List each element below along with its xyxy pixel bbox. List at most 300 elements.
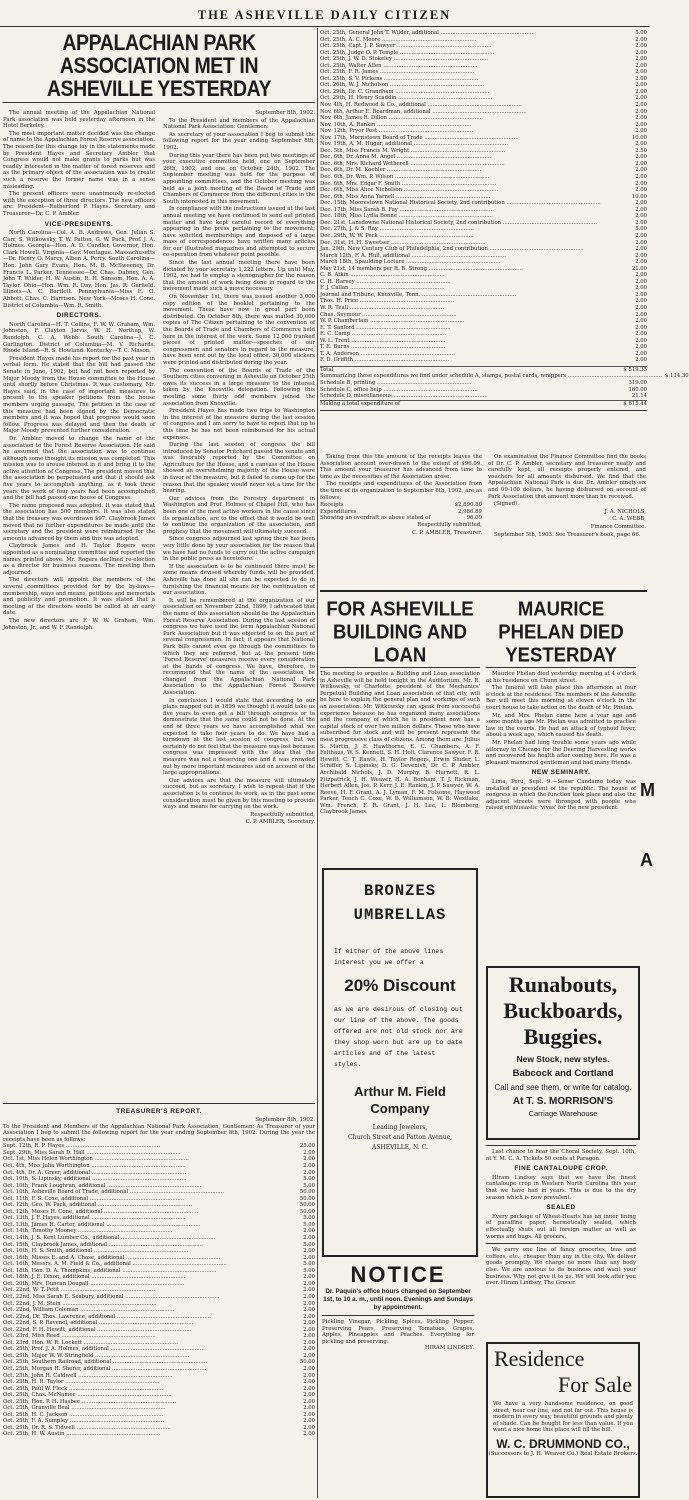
small-items bbox=[486, 1142, 636, 1288]
receipts-ledger-description: Nov. 4th, H. Redwood & Co., additional ........................................................ bbox=[320, 102, 522, 109]
receipts-ledger-amount: 2.00 bbox=[635, 49, 647, 56]
masthead bbox=[0, 4, 649, 27]
building-loan-article bbox=[320, 596, 480, 816]
treasurer-summary bbox=[320, 454, 482, 537]
secretary-report bbox=[163, 110, 315, 827]
treasurer-ledger-amount: 2.00 bbox=[303, 1320, 315, 1327]
treasurer-heading: TREASURER'S REPORT. bbox=[116, 1108, 202, 1115]
treasurer-ledger-amount: 25.00 bbox=[299, 1143, 315, 1150]
receipts-ledger-description: Dec. 6th, Dr. Anna M. Angel ........................................................ bbox=[320, 154, 492, 161]
receipts-ledger-amount: 2.00 bbox=[635, 154, 647, 161]
treasurer-ledger-description: Oct. 22nd, S. P. Ravenel, additional ........................................................ bbox=[3, 1320, 194, 1327]
treasurer-ledger-description: Oct. 12th, Geo. W. Pack, additional ........................................................ bbox=[3, 1202, 193, 1209]
treasurer-ledger-description: Oct. 25th, Southern Railroad, additional ........................................................ bbox=[3, 1359, 208, 1366]
phelan-article bbox=[486, 596, 636, 813]
receipts-ledger-description: Dec. 6th, Miss Anna Yarnell ........................................................ bbox=[320, 193, 491, 200]
receipts-ledger-amount: 2.00 bbox=[635, 331, 647, 338]
treasurer-ledger-description: Oct. 10th, Frank Loughran, additional ........................................................ bbox=[3, 1182, 202, 1189]
committee-signature-3: Finance Committee. bbox=[590, 523, 646, 530]
receipts-ledger-amount: 10.00 bbox=[631, 134, 647, 141]
receipts-ledger-amount: 2.00 bbox=[635, 259, 647, 266]
vice-presidents-heading: VICE-PRESIDENTS. bbox=[44, 220, 114, 228]
receipts-ledger-description: Oct. 29th, Dr. C. Grandham ........................................................ bbox=[320, 88, 490, 95]
notice-ad bbox=[322, 1262, 474, 1352]
expenditure-total-label: Making a total expenditure of bbox=[320, 400, 400, 407]
ad-line: Call and see them, or write for catalog. bbox=[494, 1083, 632, 1092]
receipts-ledger-description: Dec. 21st, Lansdowne National Historical Society, 2nd contribution ........................................................ bbox=[320, 219, 598, 226]
receipts-ledger-amount: 2.00 bbox=[635, 56, 647, 63]
receipts-ledger-amount: 2.00 bbox=[635, 187, 647, 194]
treasurer-ledger-amount: 2.00 bbox=[303, 1300, 315, 1307]
receipts-ledger-amount: 2.00 bbox=[635, 62, 647, 69]
treasurer-ledger-amount: 2.00 bbox=[303, 1313, 315, 1320]
treasurer-ledger-amount: 2.00 bbox=[303, 1431, 315, 1438]
ad-city: ASHEVILLE, N. C. bbox=[372, 1144, 428, 1151]
main-article-col1 bbox=[3, 110, 155, 632]
receipts-ledger-amount: 2.00 bbox=[635, 219, 647, 226]
treasurer-ledger-amount: 2.00 bbox=[303, 1424, 315, 1431]
treasurer-ledger-amount: 2.00 bbox=[303, 1398, 315, 1405]
residence-body: We have a very handsome residence, on good street, near car line, and not far out. This house is modern in every way, beautiful grounds and plenty of shade. Can be bought for less than value. If you want a nice home this place will fill the bill. bbox=[493, 1401, 633, 1434]
ad-company: Arthur M. Field bbox=[354, 1084, 446, 1099]
treasurer-ledger-description: Oct. 25th, Paul W. Fleck ........................................................ bbox=[3, 1385, 164, 1392]
receipts-ledger-description: Oct. 25th, A. C. Moore ........................................................ bbox=[320, 36, 477, 43]
receipts-ledger-amount: 2.00 bbox=[635, 88, 647, 95]
treasurer-ledger-amount: 2.00 bbox=[303, 1385, 315, 1392]
treasurer-ledger-amount: 2.00 bbox=[303, 1235, 315, 1242]
phelan-paragraph: The funeral will take place this afternoon at four o'clock at the residence. The members of the Asheville Bar will meet this morning at eleven o'clock in the court house to take action on the death of Mr. Phelan. bbox=[486, 685, 636, 711]
receipts-ledger-amount: 2.00 bbox=[635, 246, 647, 253]
treasurer-ledger-amount: 2.00 bbox=[303, 1307, 315, 1314]
left-section bbox=[3, 30, 315, 1498]
receipts-ledger-description: Dec. 27th, J. & S. Ray ........................................................ bbox=[320, 226, 474, 233]
receipts-ledger-description: Chas. Seymour ........................................................ bbox=[320, 311, 457, 318]
seminary-heading: NEW SEMINARY. bbox=[531, 769, 591, 777]
treasurer-ledger-description: Oct. 25th, H. W. Austin ........................................................ bbox=[3, 1431, 161, 1438]
receipts-ledger-description: Nov. 6th, James R. Dillon ........................................................ bbox=[320, 115, 483, 122]
receipts-ledger bbox=[320, 30, 647, 364]
divider bbox=[486, 667, 636, 668]
receipts-ledger-description: Oct. 25th, General John T. Wilder, additional ........................................................ bbox=[320, 30, 535, 36]
ad-address: Church Street and Patton Avenue, bbox=[347, 1134, 453, 1141]
treasurer-ledger-description: Sept. 12th, R. P. Hayes ........................................................ bbox=[3, 1143, 161, 1150]
runabouts-ad bbox=[486, 966, 640, 1140]
receipts-ledger-description: Dec. 31st, H. H. Sweetser ........................................................ bbox=[320, 239, 486, 246]
treasurer-ledger-amount: 2.00 bbox=[303, 1418, 315, 1425]
report-paragraph: Our advices are that the measure will ultimately succeed, but as secretary, I wish to repeat that if the association is to continue its work, as in the past some consideration must be given by this meeting to provide ways and means for carrying on the work. bbox=[163, 777, 315, 811]
directors-heading: DIRECTORS. bbox=[56, 312, 102, 320]
treasurer-ledger-amount: 2.00 bbox=[303, 1346, 315, 1353]
report-paragraph: President Hayes has made two trips to Washington in the interest of the measure during the last session of congress and I am sorry to have to report that up to this time he has not been reimbursed for his actual expenses. bbox=[163, 408, 315, 441]
treasurer-ledger-amount: 2.00 bbox=[303, 1379, 315, 1386]
receipts-ledger-description: March 18th, Spaulding Lecture ........................................................ bbox=[320, 259, 501, 266]
report-paragraph: Since the last annual meeting there have been dictated by your secretary 1,222 letters. Up until May, 1902, we had to employ a stenographer for the reason that the amount of work being done in regard to the movement made such a move necessary. bbox=[163, 260, 315, 293]
cantaloupe-paragraph: Hiram Lindsey says that we have the finest cantaloupe crop in Western North Carolina this year that we have had in years. This is due to the dry season which is now prevalent. bbox=[486, 1174, 636, 1201]
receipts-label: Receipts bbox=[320, 502, 344, 509]
report-paragraph: Our advices from the Forestry department in Washington and Prof. Holmes of Chapel Hill, who has been one of the most active workers in the cause since its organization, are to the effect that it would be well to continue the organization of the association, and prophesy that the movement will ultimately succeed. bbox=[163, 495, 315, 535]
receipts-ledger-description: Dec. 6th, Mrs. Richard Wetherell ........................................................ bbox=[320, 160, 505, 167]
receipts-ledger-description: W. R. Teall ........................................................ bbox=[320, 304, 445, 311]
ad-line: UMBRELLAS bbox=[353, 906, 447, 924]
treasurer-ledger-description: Sept. 29th, Miss Sarah D. Hall ........................................................ bbox=[3, 1149, 181, 1156]
receipts-ledger-amount: 2.00 bbox=[635, 206, 647, 213]
expenditures-row bbox=[320, 509, 482, 516]
phelan-body bbox=[486, 671, 636, 812]
overdraft-amount: 96.09 bbox=[466, 515, 482, 522]
cantaloupe-heading: FINE CANTALOUPE CROP. bbox=[514, 1165, 608, 1173]
treasurer-ledger-amount: 2.00 bbox=[303, 1156, 315, 1163]
receipts-ledger-description: Nov. 17th, Morristown Board of Trade ........................................................ bbox=[320, 134, 519, 141]
treasurer-ledger-amount: 2.00 bbox=[303, 1411, 315, 1418]
report-signature: C. P. AMBLER, Secretary. bbox=[245, 819, 315, 826]
treasurer-ledger-description: Oct. 14th, J. S. Kent Lumber Co., additional ........................................................ bbox=[3, 1235, 216, 1242]
treasurer-ledger-description: Oct. 14th, Timothy Mooney ........................................................ bbox=[3, 1228, 173, 1235]
receipts-total-value: $ 519.35 bbox=[623, 366, 647, 373]
receipts-ledger-description: May 21st, 14 members per R. B. Strong ........................................................ bbox=[320, 265, 523, 272]
right-section bbox=[320, 30, 689, 1498]
treasurer-ledger-amount: 5.00 bbox=[303, 1267, 315, 1274]
receipts-ledger-amount: 2.00 bbox=[635, 121, 647, 128]
receipts-ledger-description: Dec. 6th, Dr. M. Koehler ........................................................ bbox=[320, 167, 482, 174]
summary-closing: Respectfully submitted, bbox=[417, 521, 482, 528]
phelan-paragraph: Mr. and Mrs. Phelan came here a year ago and some months ago Mr. Phelan was admitted to practice law in the courts. He had an attack of typhoid fever, about a week ago, which caused his death. bbox=[486, 712, 636, 739]
residence-subtitle: (Successors to J. H. Weaver Co.) Real Estate Brokers. bbox=[488, 1450, 638, 1457]
receipts-ledger-description: Nov. 10th, A. Rankin ........................................................ bbox=[320, 121, 472, 128]
receipts-amount: $2,890.80 bbox=[454, 502, 482, 509]
receipts-ledger-description: Nov. 19th, A. M. Hugar, additional ........................................................ bbox=[320, 141, 508, 148]
pickling-body: Pickling Vinegar, Pickling Spices, Pickling Pepper, Preserving Pears, Preserving Tomatoes, Grapes, Apples, Pineapples and Peaches. Everything for pickling and preserving. bbox=[322, 1319, 474, 1345]
treasurer-ledger-description: Oct. 22nd, Dr. Thos. Lawrence, additional ........................................................ bbox=[3, 1313, 212, 1320]
report-paragraph: The convention of the Boards of Trade of the Southern cities convening in Asheville on October 25th owes its success in a large measure to the interest taken by the Knoxville delegation. Following this meeting some thirty odd members joined the association from Knoxville. bbox=[163, 367, 315, 407]
treasurer-ledger-amount: 2.00 bbox=[303, 1372, 315, 1379]
treasurer-ledger-amount: 2.00 bbox=[303, 1365, 315, 1372]
treasurer-ledger-amount: 2.00 bbox=[303, 1333, 315, 1340]
treasurer-ledger-description: Oct. 25th, Chas. McNamee ........................................................ bbox=[3, 1392, 172, 1399]
divider bbox=[320, 410, 647, 411]
treasurer-ledger-description: Oct. 25th, F. A. Sumpley ........................................................ bbox=[3, 1418, 165, 1425]
article-paragraph: The new directors are F. W. W. Graham, Wm. Johnston, Jr., and W. F. Randolph. bbox=[3, 617, 155, 631]
receipts-ledger-amount: 2.00 bbox=[635, 160, 647, 167]
receipts-ledger-description: Oct. 25th, Judge O. P. Temple ........................................................ bbox=[320, 49, 495, 56]
report-paragraph: Since congress adjourned last spring there has been very little done by your association for the reason that we have had no funds to carry out the active campaign in the public press as heretofore. bbox=[163, 536, 315, 563]
ad-subtitle: Leading Jewelers, bbox=[372, 1124, 428, 1131]
receipts-ledger-amount: 2.00 bbox=[635, 75, 647, 82]
receipts-ledger-amount: 2.00 bbox=[635, 239, 647, 246]
treasurer-ledger-description: Oct. 10th, Asheville Board of Trade, additional ........................................................ bbox=[3, 1189, 225, 1196]
masthead-title: THE ASHEVILLE DAILY CITIZEN bbox=[197, 8, 452, 22]
choral-notice: Last chance to hear the Choral Society, Sept. 10th, at Y. M. C. A. Tickets 50 cents at Paragon. bbox=[486, 1149, 636, 1162]
treasurer-ledger-amount: 2.00 bbox=[303, 1169, 315, 1176]
ad-line: Residence bbox=[494, 1346, 585, 1371]
receipts-ledger-description: Oct. 25th, J. W. D. Stokeley ........................................................ bbox=[320, 56, 488, 63]
ad-discount: 20% Discount bbox=[344, 976, 456, 995]
ad-company: Company bbox=[370, 1101, 430, 1116]
receipts-ledger-description: Dec. 6th, Miss Alice Nicholson ........................................................ bbox=[320, 187, 499, 194]
treasurer-ledger-amount: 5.00 bbox=[303, 1176, 315, 1183]
receipts-ledger-amount: 2.00 bbox=[635, 200, 647, 207]
receipts-ledger-description: F. D. Griffith ........................................................ bbox=[320, 357, 450, 364]
receipts-ledger-amount: 2.00 bbox=[635, 167, 647, 174]
receipts-ledger-description: Nov. 12th, Pryor Post ........................................................ bbox=[320, 128, 474, 135]
article-paragraph: The most important matter decided was the change of name to the Appalachian Forest Reserve association. The reason for this change lay in the statements made by President Hayes and Secretary Ambler that Congress would not make grants to parks but was readily interested in the matter of forest reserves and as the primary object of the association was to create such a reserve the former name was in a sense misleading. bbox=[3, 130, 155, 190]
expenditure-description: Summarizing these expenditures we find under schedule A, stamps, postal cards, wrappers ........................................................ bbox=[320, 373, 663, 380]
treasurer-ledger-description: Oct. 25th, Hon. P. H. Hasbee ........................................................ bbox=[3, 1398, 177, 1405]
article-paragraph: The annual meeting of the Appalachian National Park association was held yesterday afternoon in the Hotel Berkeley. bbox=[3, 110, 155, 130]
receipts-ledger-amount: 2.00 bbox=[635, 102, 647, 109]
edge-fragment: M bbox=[640, 780, 655, 800]
report-paragraph: During the last session of congress the bill introduced by Senator Pritchard passed the senate and was favorably reported by the Committee on Agriculture for the House, and a canvass of the House showed an overwhelming majority of the House were in favor of the measure, but it failed to come up for the reason that the speaker would never set a time for the hearing. bbox=[163, 442, 315, 495]
treasurer-ledger bbox=[3, 1143, 315, 1438]
phelan-paragraph: Mr. Phelan had lung trouble some years ago while attorney in Chicago for the Deering Harvesting works and recovered his health after coming here. He was a pleasant mannered gentleman and had many friends. bbox=[486, 739, 636, 766]
pickling-signature: HIRAM LINDSEY. bbox=[425, 1345, 474, 1352]
notice-body: Dr. Paquin's office hours changed on September 1st, to 10 a. m., until noon. Evenings and Sundays by appointment. bbox=[323, 1288, 473, 1311]
treasurer-ledger-amount: 5.00 bbox=[303, 1215, 315, 1222]
expenditure-schedule bbox=[320, 373, 689, 400]
divider bbox=[322, 1315, 474, 1316]
report-paragraph: In compliance with the instructions issued at the last annual meeting we have continued to send out printed matter and have kept careful record of everything appearing in the press pertaining to the movement; have solicited memberships and disposed of a large mass of correspondence; have written many articles for our illustrated magazines and attempted to secure co-operation from whatever point possible. bbox=[163, 206, 315, 259]
overdraft-row bbox=[320, 515, 482, 522]
receipts-row bbox=[320, 502, 482, 509]
report-salutation: To the President and members of the Appalachian National Park Association: Gentlemen: bbox=[163, 117, 315, 131]
ad-line: New Stock, new styles. bbox=[516, 1054, 610, 1064]
treasurer-ledger-amount: 2.00 bbox=[303, 1392, 315, 1399]
report-paragraph: On November 1st, there was issued another 3,000 copy edition of the booklet pertaining to the movement. These have now in great part been distributed. On October 8th, there was mailed 30,000 copies of The Citizen pertaining to the convention of the Boards of Trade and Chambers of Commerce held here in the interest of the work. Some 12,000 franked pieces of printed matter—speeches of our congressmen and senators in regard to the measure, have been sent out by the local office. 30,000 stickers were printed and distributed during the year. bbox=[163, 294, 315, 366]
treasurer-ledger-amount: 50.00 bbox=[299, 1189, 315, 1196]
receipts-ledger-amount: 2.00 bbox=[635, 128, 647, 135]
report-closing: Respectfully submitted, bbox=[250, 811, 315, 818]
expenditure-amount: 319.00 bbox=[628, 379, 647, 386]
receipts-total-label: Total bbox=[320, 366, 334, 373]
expenditure-total-value: $ 615.44 bbox=[623, 400, 647, 407]
ad-body: as we are desirous of closing out our line of the above. The goods offered are not old stock nor are they shop worn but are up to date articles and of the latest styles. bbox=[334, 1006, 463, 1068]
receipts-ledger-description: Dec. 6th, Dr. Wm. P. Wilson ........................................................ bbox=[320, 174, 490, 181]
divider bbox=[486, 1243, 636, 1244]
receipts-ledger-amount: 2.00 bbox=[635, 337, 647, 344]
receipts-ledger-description: Dec. 6th, Mrs. Edgar F. Smith ........................................................ bbox=[320, 180, 497, 187]
receipts-ledger-amount: 2.00 bbox=[635, 252, 647, 259]
treasurer-ledger-amount: 2.00 bbox=[303, 1326, 315, 1333]
treasurer-ledger-description: Oct. 1st, Miss Helen Worthington ........................................................ bbox=[3, 1156, 189, 1163]
treasurer-ledger-description: Oct. 13th, J. F. Hayes, additional ........................................................ bbox=[3, 1215, 186, 1222]
divider bbox=[320, 590, 647, 592]
receipts-ledger-amount: 2.50 bbox=[635, 147, 647, 154]
treasurer-ledger-amount: 2.00 bbox=[303, 1405, 315, 1412]
treasurer-ledger-description: Oct. 15th, Claybrook James, additional ........................................................ bbox=[3, 1241, 203, 1248]
treasurer-ledger-amount: 5.00 bbox=[303, 1182, 315, 1189]
receipts-ledger-description: Oct. 25th, F. R. James ........................................................ bbox=[320, 69, 475, 76]
treasurer-ledger-description: Oct. 10th, S. Lipinsky, additional ........................................................ bbox=[3, 1176, 187, 1183]
receipts-ledger-amount: 2.00 bbox=[635, 69, 647, 76]
receipts-ledger-description: March 12th, F. A. Hull, additional ........................................................ bbox=[320, 252, 506, 259]
expenditure-description: Schedule C, office help ........................................................ bbox=[320, 386, 478, 393]
directors-list: North Carolina—H. T. Collins, F. W. W. Graham, Wm. Johnston, F. Clayton Jarvis, W. H. Northup, W. Randolph, C. A. Webb. South Carolina—J. C. Garlington. District of Columbia—M. V. Richards. Rhode Island—R. S. Howland. Kentucky—T. C. Mason. bbox=[3, 321, 155, 355]
receipts-ledger-amount: 2.00 bbox=[635, 174, 647, 181]
receipts-ledger-amount: 2.00 bbox=[635, 291, 647, 298]
treasurer-ledger-description: Oct. 18th, J. E. Dixon, additional ........................................................ bbox=[3, 1274, 186, 1281]
treasurer-ledger-amount: 2.00 bbox=[303, 1163, 315, 1170]
ad-body: If either of the above lines interest you we offer a bbox=[334, 948, 444, 966]
treasurer-ledger-description: Oct. 11th, F. S. Coxe, additional ........................................................ bbox=[3, 1195, 185, 1202]
treasurer-ledger-amount: 50.00 bbox=[299, 1359, 315, 1366]
committee-signature-1: J. A. NICHOLS, bbox=[604, 508, 646, 515]
article-paragraph: The directors will appoint the members of the several committees provided for by the by-laws—membership, ways and means, petitions and memorials and publicity and promotion. It was stated that a meeting of the directors would be called at an early date. bbox=[3, 577, 155, 617]
article-paragraph: Claybrook James and H. Taylor Rogers were appointed as a nominating committee and reported the names printed above. Mr. Rogers declined re-election as a director for business reasons. The meeting then adjourned. bbox=[3, 543, 155, 576]
report-paragraph: During this year there has been put two meetings of your executive committee held, one on September 26th, 1902, and one on October 24th, 1902. The September meeting was held for the purpose of appointing committees, and the October meeting was held as a joint meeting of the Board of Trade and Chambers of Commerce from the different cities in the South interested in this movement. bbox=[163, 152, 315, 205]
expenditure-description: Schedule B, printing ........................................................ bbox=[320, 379, 472, 386]
treasurer-ledger-amount: 50.00 bbox=[299, 1208, 315, 1215]
receipts-ledger-description: Oct. 25th, Capt. J. P. Sawyer ........................................................ bbox=[320, 43, 492, 50]
receipts-ledger-description: W. L. Trent ........................................................ bbox=[320, 337, 446, 344]
receipts-total bbox=[320, 366, 647, 374]
edge-fragment: A bbox=[640, 850, 653, 870]
treasurer-ledger-amount: 2.00 bbox=[303, 1149, 315, 1156]
receipts-ledger-description: Nov. 6th, Arthur E. Boardman, additional ........................................................ bbox=[320, 108, 527, 115]
treasurer-ledger-description: Oct. 22nd, William Coleman ........................................................ bbox=[3, 1307, 175, 1314]
treasurer-ledger-amount: 2.00 bbox=[303, 1274, 315, 1281]
receipts-ledger-amount: 2.00 bbox=[635, 318, 647, 325]
receipts-ledger-amount: 2.00 bbox=[635, 278, 647, 285]
treasurer-ledger-amount: 50.00 bbox=[299, 1202, 315, 1209]
ad-line: At T. S. MORRISON'S bbox=[512, 1096, 614, 1107]
treasurer-report bbox=[3, 1100, 315, 1438]
divider bbox=[3, 102, 315, 103]
residence-ad bbox=[486, 1342, 640, 1498]
treasurer-ledger-description: Oct. 25th, Morgan H. Sherer, additional ........................................................ bbox=[3, 1365, 207, 1372]
treasurer-intro: To the President and Members of the Appalachian National Park Association, Gentlemen: As Treasurer of your Association I beg to submit the following report for the year ending September 8th, 1902. During the year the receipts have been as follows: bbox=[3, 1123, 315, 1143]
expenditure-amount: $ 114.30 bbox=[665, 373, 689, 380]
grocer-paragraph: We carry one line of fancy groceries, teas and coffees, etc., cheaper than any in the city. We deliver goods promptly. We charge no more than any body else. We are anxious to do business and want your business. Why not give it to us. We will look after you ever. Hiram Lindsey, The Grocer. bbox=[486, 1247, 636, 1287]
receipts-ledger-amount: 2.00 bbox=[635, 344, 647, 351]
notice-heading: NOTICE bbox=[350, 1262, 446, 1287]
ad-line: Buggies. bbox=[523, 1024, 603, 1049]
summary-paragraph: The receipts and expenditures of the Association from the time of its organization to September 8th, 1902, are as follows: bbox=[320, 481, 482, 501]
receipts-ledger-description: F. J. Callan ........................................................ bbox=[320, 285, 445, 292]
treasurer-ledger-description: Oct. 4th, Miss Julia Worthington ........................................................ bbox=[3, 1163, 186, 1170]
report-dateline: September 8th, 1902. bbox=[255, 110, 315, 116]
treasurer-dateline: September 8th, 1902. bbox=[255, 1117, 315, 1123]
receipts-ledger-description: Jan. 29th, New Century Club of Philadelphia, 2nd contribution ........................................................ bbox=[320, 246, 584, 253]
committee-signature-2: C. A. WEBB, bbox=[612, 516, 646, 523]
receipts-ledger-amount: 21.00 bbox=[631, 265, 647, 272]
receipts-ledger-amount: 2.00 bbox=[635, 357, 647, 364]
receipts-ledger-amount: 5.00 bbox=[635, 30, 647, 36]
receipts-ledger-amount: 2.00 bbox=[635, 115, 647, 122]
report-paragraph: It will be remembered at the organization of our association on November 22nd, 1899, I advocated that the name of this association should be the Appalachian Forest Reserve Association. During the last session of congress we have used the term Appalachian National Park Association but it was objected to on the part of several congressmen. In fact, it appears that National Park bills cannot even go through the committees to which they are referred, but at the present time 'Forest Reserve' measures receive every consideration at the hands of congress. We have, therefore, to recommend that the name of the association be changed from the Appalachian National Park Association to the Appalachian Forest Reserve Association. bbox=[163, 597, 315, 697]
divider bbox=[320, 667, 480, 668]
treasurer-ledger-amount: 5.00 bbox=[303, 1221, 315, 1228]
treasurer-ledger-amount: 2.00 bbox=[303, 1287, 315, 1294]
treasurer-ledger-description: Oct. 25th, Major W. W. Stringfield ........................................................ bbox=[3, 1352, 190, 1359]
expenditures-amount: 2,986.89 bbox=[457, 508, 482, 515]
summary-paragraph: Taking from this the amount of the receipts leaves the Association account over-drawn to the extent of $96.09. This amount your treasurer has advanced from time to time as the necessities of the Association arose. bbox=[320, 454, 482, 480]
receipts-ledger-description: T. A. Anderson ........................................................ bbox=[320, 350, 455, 357]
receipts-ledger-description: Dec. 17th, Miss Sarah B. Fay ........................................................ bbox=[320, 206, 494, 213]
receipts-ledger-description: Dec. 29th, W. W. Peck ........................................................ bbox=[320, 232, 474, 239]
treasurer-ledger-description: Oct. 25th, Granville Beal ........................................................ bbox=[3, 1405, 166, 1412]
committee-signed: (Signed) bbox=[494, 501, 518, 508]
article-paragraph: The present officers were unanimously re-elected with the exception of three directors. The new officers are: President—Rutherford P. Hayes. Secretary and Treasurer—Dr. C. P. Ambler. bbox=[3, 191, 155, 217]
treasurer-ledger-description: Oct. 25th, Prof. J. A. Holmes, additional ........................................................ bbox=[3, 1346, 205, 1353]
treasurer-ledger-description: Oct. 16th, H. S. Smith, additional ........................................................ bbox=[3, 1248, 189, 1255]
overdraft-label: Showing an overdraft as above stated of bbox=[320, 515, 431, 522]
receipts-ledger-amount: 2.00 bbox=[635, 213, 647, 220]
expenditure-description: Schedule D, miscellaneous ........................................................ bbox=[320, 393, 488, 400]
treasurer-ledger-row bbox=[3, 1431, 315, 1438]
treasurer-ledger-amount: 2.00 bbox=[303, 1339, 315, 1346]
ad-line: Buckboards, bbox=[503, 998, 623, 1023]
treasurer-ledger-amount: 2.00 bbox=[303, 1280, 315, 1287]
treasurer-ledger-description: Oct. 12th, Moses H. Cone, additional ........................................................ bbox=[3, 1208, 199, 1215]
receipts-ledger-description: C. H. Harvey ........................................................ bbox=[320, 278, 451, 285]
vice-presidents-list: North Carolina—Col. A. B. Andrews, Gen. Julian S. Carr, S. Witkowsky, T. W. Patton, G. W. Pack, Prof. J. A. Holmes. Georgia—Hon. A. D. Candler, Governor, Hon. Clark Howell. Virginia—Gov. Montague. Massachusetts—Dr. Henry O. Marcy, Albon A. Perry. South Carolina—Hon. John Gary Evans, Hon. M. B. McSweeney, Dr. Francis L. Parker. Tennessee—Dr. Chas. Dabney, Gen. John T. Wilder, H. W. Austin, R. H. Sansom, Hon. A. A. Taylor. Ohio—Hon. Wm. R. Day, Hon. Jas. R. Garfield. Illinois—A. C. Bartlett. Pennsylvania—Miss E. O. Abbott, Chas. C. Harrison. New York—Moses H. Cone. District of Columbia—Wm. R. Smith. bbox=[3, 230, 155, 309]
treasurer-ledger-description: Oct. 13th, James H. Carter, additional ........................................................ bbox=[3, 1221, 201, 1228]
receipts-ledger-amount: 2.00 bbox=[635, 36, 647, 43]
report-paragraph: If the association is to be continued there must be some means devised whereby funds will be provided. Asheville has done all she can be expected to do in furnishing the financial means for the continuation of our association. bbox=[163, 563, 315, 597]
phelan-headline: MAURICE PHELAN DIED YESTERDAY bbox=[498, 596, 624, 667]
treasurer-ledger-amount: 2.00 bbox=[303, 1228, 315, 1235]
treasurer-ledger-description: Oct. 4th, Dr. A. Greer, additional ........................................................ bbox=[3, 1169, 187, 1176]
building-loan-body: The meeting to organize a Building and Loan association in Asheville will be held tonight in the Auditorium. Mr. R. Witkowsky, of Charlotte, president of the Mechanics' Perpetual Building and Loan association of that city, will be here to explain the general plan and workings of such an association. Mr. Witkowsky can speak from successful experience because he has organized many associations and the company of which he is president now has a capital stock of over two million dollars. Those who have subscribed for stock and will be present represent the most progressive class of citizens. Among them are: Julius S. Martin, J. E. Hawthorne, E. C. Chambers, A. F. Felthaus, W. S. Kennett, S. H. Holt, Clarence Sawyer, F. R. Hewitt, C. T. Rawls, H. Taylor Rogers, Erwin Sluder, L. Schiffer, S. Lipinsky, D. G. Devenish, Dr. C. P. Ambler, Archibald Nichols, J. D. Murphy, B. Hurnett, R. L. Fitzpatrick, J. H. Weaver, H. A. Bonham, T. J. Rickman, Herbert Allen, Jos. P. Kerr, J. E. Rankin, J. P. Sawyer, W. A. Reeve, H. F. Grant, A. J. Lyman, F. M. Folsome, Haywood Parker, Tench C. Coxe, W. B. Williamson, W. B. Westlake, Wm. French, F. R. Grant, J. H. Lee, L. Blomberg, Claybrook James. bbox=[320, 671, 480, 816]
column-rule bbox=[317, 28, 318, 1498]
treasurer-ledger-amount: 5.00 bbox=[303, 1261, 315, 1268]
receipts-ledger-amount: 2.00 bbox=[635, 285, 647, 292]
receipts-ledger-amount: 2.00 bbox=[635, 272, 647, 279]
receipts-ledger-description: Dec. 15th, Moorestown National Historical Society, 2nd contribution ........................................................ bbox=[320, 200, 601, 207]
divider bbox=[3, 1103, 315, 1104]
treasurer-ledger-amount: 2.00 bbox=[303, 1293, 315, 1300]
treasurer-ledger-amount: 5.00 bbox=[303, 1241, 315, 1248]
article-paragraph: Dr. Ambler moved to change the name of the association to the Forest Reserve Association. He said he assumed that the association was to continue although some thought its mission was completed. This mission was to arouse interest in it and bring it to the active attention of Congress. The president moved that the association be perpetuated and that it should ask five years to accomplish anything, as it took three years the work of four years had been accomplished and the bill had passed one house of Congress. bbox=[3, 435, 155, 502]
receipts-ledger-amount: 2.00 bbox=[635, 311, 647, 318]
ad-line: Runabouts, bbox=[508, 972, 618, 997]
expenditure-amount: 160.00 bbox=[628, 386, 647, 393]
ad-line: Babcock and Cortland bbox=[512, 1068, 614, 1079]
article-paragraph: President Hayes made his report for the past year in verbal form. He stated that the bill had passed the Senate in June, 1902, but had not been reported by Major Moody from the House committee to the House until shortly before Christmas. It was customary, Mr. Hayes said, in the case of important measures to present to the speaker petitions from the house members urging passage. The petition in the case of this measure had been signed by the Democratic members and it was hoped that progress would soon follow. Progress was delayed and then the death of Major Moody prevented further consideration. bbox=[3, 355, 155, 435]
receipts-ledger-amount: 2.00 bbox=[635, 180, 647, 187]
receipts-ledger-description: Oct. 25th, S. V. Pickens ........................................................ bbox=[320, 75, 479, 82]
treasurer-ledger-description: Oct. 23rd, Miss Reed ........................................................ bbox=[3, 1333, 156, 1340]
receipts-ledger-description: T. E. Burns ........................................................ bbox=[320, 344, 446, 351]
treasurer-ledger-description: Oct. 25th, Dr. R. S. Tidwell ........................................................ bbox=[3, 1424, 171, 1431]
receipts-ledger-amount: 2.00 bbox=[635, 324, 647, 331]
treasurer-ledger-amount: 50.00 bbox=[299, 1195, 315, 1202]
receipts-ledger-amount: 2.00 bbox=[635, 141, 647, 148]
receipts-ledger-description: Dec. 5th, Miss Francis M. Wright ........................................................ bbox=[320, 147, 506, 154]
receipts-ledger-amount: 2.00 bbox=[635, 232, 647, 239]
treasurer-ledger-amount: 2.00 bbox=[303, 1254, 315, 1261]
receipts-ledger-description: Oct. 26th, W. J. Nicholson ........................................................ bbox=[320, 82, 485, 89]
treasurer-ledger-description: Oct. 22nd, F. H. Hewitt, additional ........................................................ bbox=[3, 1326, 192, 1333]
divider bbox=[486, 1145, 636, 1146]
receipts-ledger-description: Journal and Tribune, Knoxville, Tenn. ........................................................ bbox=[320, 291, 517, 298]
sealed-heading: SEALED bbox=[546, 1204, 576, 1212]
treasurer-ledger-description: Oct. 22nd, J. M. Stein ........................................................ bbox=[3, 1300, 157, 1307]
treasurer-ledger-amount: 2.00 bbox=[303, 1248, 315, 1255]
sealed-paragraph: Every package of Wheat-Hearts has an inner lining of paraffine paper, hermetically sealed, which effectually shuts out all foreign matter as well as worms and bugs. All grocers. bbox=[486, 1213, 636, 1240]
treasurer-ledger-description: Oct. 16th, Messrs. A. M. Field & Co., additional ........................................................ bbox=[3, 1261, 227, 1268]
receipts-ledger-description: Oct. 25th, Walter Allen ........................................................ bbox=[320, 62, 478, 69]
main-headline: APPALACHIAN PARK ASSOCIATION MET IN ASHEVILLE YESTERDAY bbox=[46, 30, 272, 102]
treasurer-ledger-description: Oct. 25th, John H. Caldwell ........................................................ bbox=[3, 1372, 173, 1379]
phelan-paragraph: Maurice Phelan died yesterday morning at 4 o'clock at his residence on Chunn street. bbox=[486, 671, 636, 684]
bronzes-umbrellas-ad bbox=[322, 868, 478, 1257]
receipts-ledger-amount: 2.00 bbox=[635, 304, 647, 311]
receipts-ledger-amount: 2.00 bbox=[635, 350, 647, 357]
treasurer-ledger-amount: 2.00 bbox=[303, 1352, 315, 1359]
expenditures-label: Expenditures bbox=[320, 508, 357, 515]
expenditure-total bbox=[320, 400, 647, 408]
treasurer-ledger-description: Oct. 22nd, Miss Sarah E. Seabury, additional ........................................................ bbox=[3, 1293, 220, 1300]
